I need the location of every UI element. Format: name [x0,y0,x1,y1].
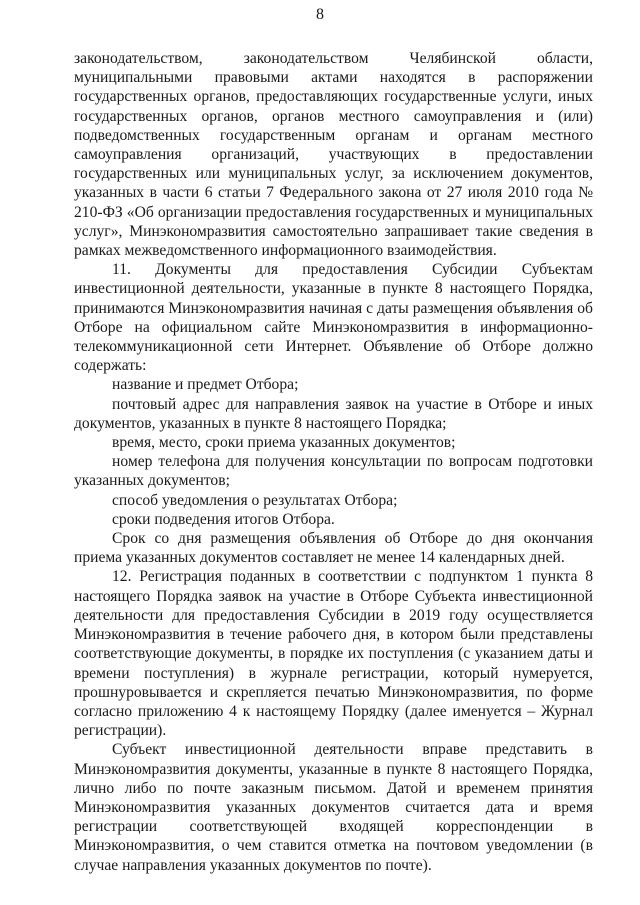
list-item-selection-name: название и предмет Отбора; [112,376,299,394]
paragraph-deadline: Срок со дня размещения объявления об Отборе до дня окончания приема указанных документов составляет не менее 14 календарных дней. [74,530,593,567]
list-item-postal-address: почтовый адрес для направления заявок на участие в Отборе и иных документов, указанных в пункте 8 настоящего Порядка; [74,395,593,432]
list-item-notification: способ уведомления о результатах Отбора; [112,491,398,509]
document-body [74,49,593,875]
list-item-phone: номер телефона для получения консультации по вопросам подготовки указанных документов; [74,453,593,490]
paragraph-clause-12: 12. Регистрация поданных в соответствии с подпунктом 1 пункта 8 настоящего Порядка заявок на участие в Отборе Субъекта инвестиционной деятельности для предоставления Субсидии в 2019 году осуществляется Минэкономразвития в течение рабочего дня, в котором были представлены соответствующие документы, в порядке их поступления (с указанием даты и времени поступления) в журнале регистрации, который нумеруется, прошнуровывается и скрепляется печатью Минэкономразвития, по форме согласно приложению 4 к настоящему Порядку (далее именуется – Журнал регистрации). [74,568,593,740]
paragraph-clause-11: 11. Документы для предоставления Субсидии Субъектам инвестиционной деятельности, указанные в пункте 8 настоящего Порядка, принимаются Минэкономразвития начиная с даты размещения объявления об Отборе на официальном сайте Минэкономразвития в информационно-телекоммуникационной сети Интернет. Объявление об Отборе должно содержать: [74,261,593,375]
paragraph-continuation: законодательством, законодательством Челябинской области, муниципальными правовыми актами находятся в распоряжении государственных органов, предоставляющих государственные услуги, иных государственных органов, органов местного самоуправления и (или) подведомственных государственным органам и органам местного самоуправления организаций, участвующих в предоставлении государственных или муниципальных услуг, за исключением документов, указанных в части 6 статьи 7 Федерального закона от 27 июля 2010 года № 210-ФЗ «Об организации предоставления государственных и муниципальных услуг», Минэкономразвития самостоятельно запрашивает такие сведения в рамках межведомственного информационного взаимодействия. [74,50,593,260]
page-number: 8 [316,6,324,23]
list-item-time-place: время, место, сроки приема указанных документов; [112,434,456,452]
paragraph-submission: Субъект инвестиционной деятельности вправе представить в Минэкономразвития документы, указанные в пункте 8 настоящего Порядка, лично либо по почте заказным письмом. Датой и временем принятия Минэкономразвития указанных документов считается дата и время регистрации соответствующей входящей корреспонденции в Минэкономразвития, о чем ставится отметка на почтовом уведомлении (в случае направления указанных документов по почте). [74,741,593,874]
list-item-results-deadline: сроки подведения итогов Отбора. [112,510,335,528]
